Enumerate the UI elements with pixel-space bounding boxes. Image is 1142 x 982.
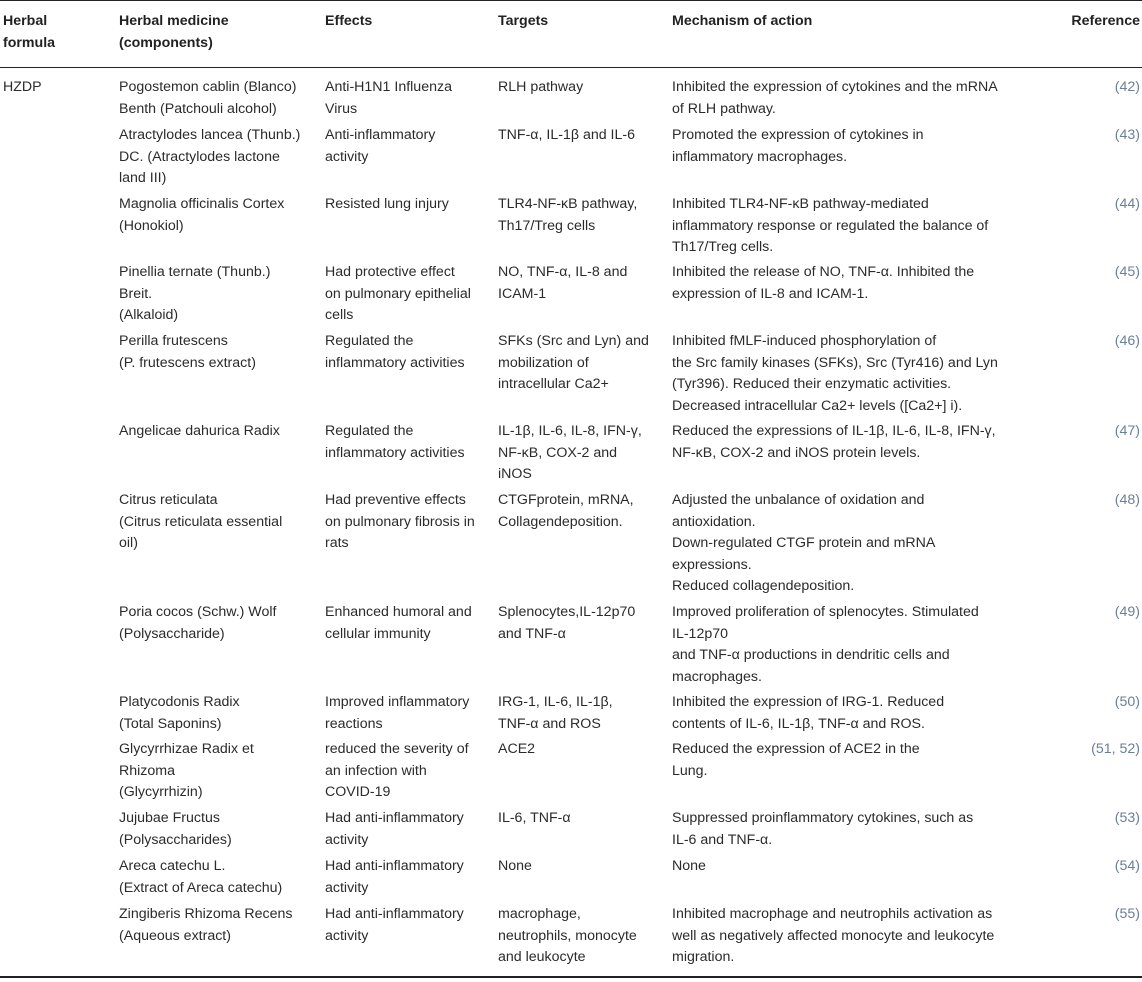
cell-mechanism: Inhibited TLR4-NF-κB pathway-mediated inflammatory response or regulated the balance of Th17/Treg cells. <box>672 196 989 255</box>
cell-targets: SFKs (Src and Lyn) and mobilization of intracellular Ca2+ <box>498 333 649 392</box>
reference-link[interactable]: (46) <box>1114 333 1140 349</box>
cell-reference <box>1030 77 1140 99</box>
cell-medicine: Zingiberis Rhizoma Recens (Aqueous extract) <box>119 906 293 944</box>
cell-effects: Anti-H1N1 Influenza Virus <box>325 79 452 117</box>
header-rule <box>0 67 1142 68</box>
cell-medicine: Jujubae Fructus (Polysaccharides) <box>119 810 232 848</box>
cell-targets: TNF-α, IL-1β and IL-6 <box>498 127 635 143</box>
cell-effects: Had anti-inflammatory activity <box>325 810 464 848</box>
table-top-rule <box>0 0 1142 1</box>
cell-reference <box>1030 490 1140 512</box>
header-herbal-medicine: Herbal medicine (components) <box>119 13 229 51</box>
cell-reference <box>1030 739 1140 761</box>
cell-targets: IRG-1, IL-6, IL-1β, TNF-α and ROS <box>498 694 613 732</box>
cell-mechanism: Promoted the expression of cytokines in inflammatory macrophages. <box>672 127 924 165</box>
formula-name: HZDP <box>3 79 42 95</box>
cell-reference <box>1030 331 1140 353</box>
cell-mechanism: Inhibited the expression of IRG-1. Reduced contents of IL-6, IL-1β, TNF-α and ROS. <box>672 694 945 732</box>
cell-effects: Had anti-inflammatory activity <box>325 906 464 944</box>
reference-link[interactable]: (51, 52) <box>1091 741 1140 757</box>
cell-effects: Resisted lung injury <box>325 196 449 212</box>
cell-mechanism: Reduced the expressions of IL-1β, IL-6, IL-8, IFN-γ, NF-κB, COX-2 and iNOS protein levels. <box>672 423 996 461</box>
cell-targets: macrophage, neutrophils, monocyte and leukocyte <box>498 906 637 965</box>
cell-medicine: Areca catechu L. (Extract of Areca catechu) <box>119 858 283 896</box>
cell-medicine: Angelicae dahurica Radix <box>119 423 280 439</box>
cell-effects: reduced the severity of an infection with COVID-19 <box>325 741 469 800</box>
cell-targets: TLR4-NF-κB pathway, Th17/Treg cells <box>498 196 638 234</box>
cell-mechanism: Inhibited the expression of cytokines and the mRNA of RLH pathway. <box>672 79 998 117</box>
cell-targets: RLH pathway <box>498 79 584 95</box>
header-targets: Targets <box>498 13 549 29</box>
cell-medicine: Pogostemon cablin (Blanco) Benth (Patchouli alcohol) <box>119 79 297 117</box>
cell-medicine: Atractylodes lancea (Thunb.) DC. (Atractylodes lactone land III) <box>119 127 301 186</box>
cell-targets: ACE2 <box>498 741 536 757</box>
cell-medicine: Poria cocos (Schw.) Wolf (Polysaccharide) <box>119 604 277 642</box>
header-effects: Effects <box>325 13 373 29</box>
cell-mechanism: None <box>672 858 706 874</box>
cell-medicine: Perilla frutescens (P. frutescens extract) <box>119 333 256 371</box>
cell-mechanism: Reduced the expression of ACE2 in the Lung. <box>672 741 920 779</box>
cell-targets: IL-1β, IL-6, IL-8, IFN-γ, NF-κB, COX-2 and iNOS <box>498 423 642 482</box>
reference-link[interactable]: (50) <box>1114 694 1140 710</box>
cell-mechanism: Suppressed proinflammatory cytokines, such as IL-6 and TNF-α. <box>672 810 974 848</box>
header-mechanism: Mechanism of action <box>672 13 813 29</box>
cell-targets: CTGFprotein, mRNA, Collagendeposition. <box>498 492 634 530</box>
cell-effects: Anti-inflammatory activity <box>325 127 436 165</box>
cell-reference <box>1030 856 1140 878</box>
cell-reference <box>1030 421 1140 443</box>
cell-mechanism: Inhibited fMLF-induced phosphorylation of the Src family kinases (SFKs), Src (Tyr416) and Lyn (Tyr396). Reduced their enzymatic activities. Decreased intracellular Ca2+ levels ([Ca2+] i). <box>672 333 998 414</box>
cell-reference <box>1030 808 1140 830</box>
cell-effects: Improved inflammatory reactions <box>325 694 470 732</box>
header-reference: Reference <box>1071 13 1140 29</box>
reference-link[interactable]: (44) <box>1114 196 1140 212</box>
cell-reference <box>1030 692 1140 714</box>
cell-reference <box>1030 602 1140 624</box>
cell-targets: IL-6, TNF-α <box>498 810 571 826</box>
reference-link[interactable]: (54) <box>1114 858 1140 874</box>
header-herbal-formula: Herbal formula <box>3 13 56 51</box>
table-bottom-rule <box>0 976 1142 978</box>
cell-reference <box>1030 262 1140 284</box>
cell-effects: Had preventive effects on pulmonary fibrosis in rats <box>325 492 475 551</box>
reference-link[interactable]: (42) <box>1114 79 1140 95</box>
cell-mechanism: Adjusted the unbalance of oxidation and antioxidation. Down-regulated CTGF protein and mRNA expressions. Reduced collagendeposition. <box>672 492 936 594</box>
reference-link[interactable]: (49) <box>1114 604 1140 620</box>
reference-link[interactable]: (48) <box>1114 492 1140 508</box>
cell-reference <box>1030 125 1140 147</box>
cell-targets: None <box>498 858 532 874</box>
cell-medicine: Magnolia officinalis Cortex (Honokiol) <box>119 196 285 234</box>
cell-effects: Regulated the inflammatory activities <box>325 423 465 461</box>
reference-link[interactable]: (47) <box>1114 423 1140 439</box>
reference-link[interactable]: (43) <box>1114 127 1140 143</box>
cell-medicine: Platycodonis Radix (Total Saponins) <box>119 694 240 732</box>
cell-medicine: Pinellia ternate (Thunb.) Breit. (Alkaloid) <box>119 264 271 323</box>
reference-link[interactable]: (55) <box>1114 906 1140 922</box>
reference-link[interactable]: (53) <box>1114 810 1140 826</box>
cell-reference <box>1030 904 1140 926</box>
cell-medicine: Citrus reticulata (Citrus reticulata essential oil) <box>119 492 283 551</box>
cell-reference <box>1030 194 1140 216</box>
cell-medicine: Glycyrrhizae Radix et Rhizoma (Glycyrrhizin) <box>119 741 254 800</box>
cell-effects: Had anti-inflammatory activity <box>325 858 464 896</box>
cell-effects: Enhanced humoral and cellular immunity <box>325 604 472 642</box>
cell-targets: NO, TNF-α, IL-8 and ICAM-1 <box>498 264 628 302</box>
cell-mechanism: Improved proliferation of splenocytes. Stimulated IL-12p70 and TNF-α productions in dendritic cells and macrophages. <box>672 604 979 685</box>
cell-effects: Regulated the inflammatory activities <box>325 333 465 371</box>
cell-mechanism: Inhibited macrophage and neutrophils activation as well as negatively affected monocyte and leukocyte migration. <box>672 906 995 965</box>
cell-targets: Splenocytes,IL-12p70 and TNF-α <box>498 604 636 642</box>
cell-effects: Had protective effect on pulmonary epithelial cells <box>325 264 471 323</box>
reference-link[interactable]: (45) <box>1114 264 1140 280</box>
cell-mechanism: Inhibited the release of NO, TNF-α. Inhibited the expression of IL-8 and ICAM-1. <box>672 264 975 302</box>
